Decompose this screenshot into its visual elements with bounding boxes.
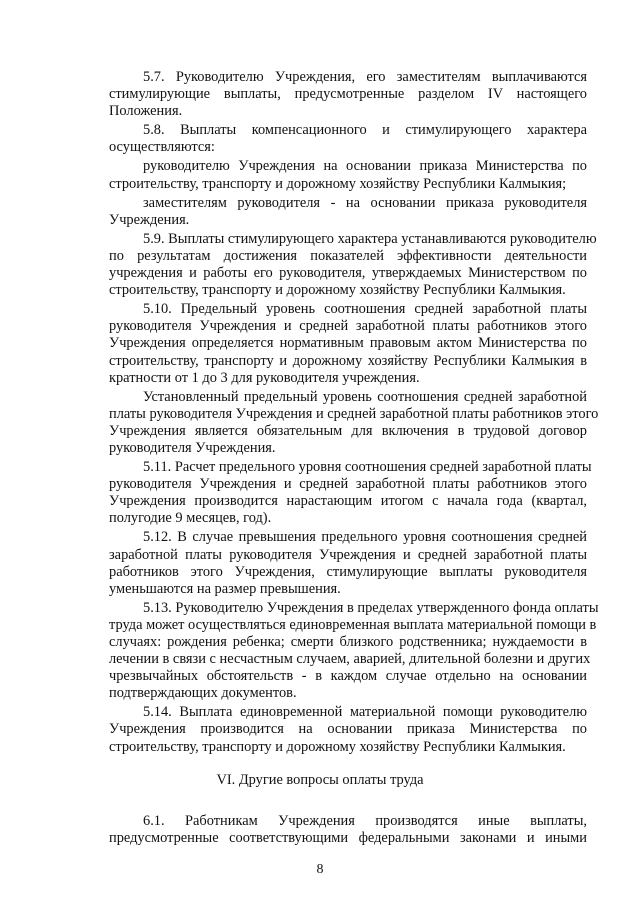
text-line: чрезвычайных обстоятельств - в каждом случае отдельно на основании <box>109 668 587 685</box>
text-line: осуществляются: <box>109 139 215 156</box>
text-line: уменьшаются на размер превышения. <box>109 580 341 597</box>
text-line: Учреждения производится нарастающим итогом с начала года (квартал, <box>109 493 587 510</box>
text-line: полугодие 9 месяцев, год). <box>109 510 272 527</box>
text-line: заработной платы руководителя Учреждения и средней заработной платы <box>109 546 587 563</box>
text-line: 5.11. Расчет предельного уровня соотношения средней заработной платы <box>143 459 592 476</box>
text-line: руководителя Учреждения и средней заработной платы работников этого <box>109 318 587 335</box>
text-line: случаях: рождения ребенка; смерти близкого родственника; нуждаемости в <box>109 634 587 650</box>
text-line: Учреждения производится на основании приказа Министерства по <box>109 721 587 738</box>
text-line: подтверждающих документов. <box>109 685 297 702</box>
paragraph <box>75 301 587 386</box>
section-title: VI. Другие вопросы оплаты труда <box>216 772 424 788</box>
paragraph <box>75 195 587 229</box>
text-line: Учреждения определяется нормативным правовым актом Министерства по <box>109 335 587 352</box>
text-line: 5.13. Руководителю Учреждения в пределах утвержденного фонда оплаты <box>143 599 599 616</box>
text-line: заместителям руководителя - на основании приказа руководителя <box>143 194 587 211</box>
text-line: работников этого Учреждения, стимулирующие выплаты руководителя <box>109 563 587 580</box>
text-line: руководителя Учреждения. <box>109 439 276 456</box>
text-line: учреждения и работы его руководителя, утверждаемых Министерством по <box>109 265 587 282</box>
text-line: руководителя Учреждения и средней заработной платы работников этого <box>109 476 587 493</box>
paragraph <box>75 122 587 156</box>
text-line: по результатам достижения показателей эффективности деятельности <box>109 247 587 264</box>
text-line: 5.8. Выплаты компенсационного и стимулирующего характера <box>143 122 587 139</box>
text-line: труда может осуществляться единовременная выплата материальной помощи в <box>109 616 597 633</box>
text-line: Учреждения. <box>109 211 190 228</box>
paragraph <box>75 529 587 597</box>
paragraph <box>75 230 597 299</box>
text-line: строительству, транспорту и дорожному хозяйству Республики Калмыкия; <box>109 175 567 192</box>
text-line: стимулирующие выплаты, предусмотренные разделом IV настоящего <box>109 86 587 103</box>
text-line: Установленный предельный уровень соотношения средней заработной <box>143 388 587 405</box>
paragraph <box>75 704 587 755</box>
page-number: 8 <box>316 862 324 877</box>
text-line: 5.7. Руководителю Учреждения, его заместителям выплачиваются <box>143 69 587 85</box>
text-line: 6.1. Работникам Учреждения производятся иные выплаты, <box>143 813 587 829</box>
text-line: 5.10. Предельный уровень соотношения средней заработной платы <box>143 301 587 318</box>
paragraph <box>75 388 599 457</box>
section-6-body <box>75 813 587 849</box>
paragraph <box>75 599 599 703</box>
text-line: строительству, транспорту и дорожному хозяйству Республики Калмыкия в <box>109 352 587 369</box>
text-line: платы руководителя Учреждения и средней заработной платы работников этого <box>109 405 599 422</box>
text-line: 5.14. Выплата единовременной материальной помощи руководителю <box>143 704 587 721</box>
paragraph <box>75 813 587 847</box>
text-line: Положения. <box>109 103 183 120</box>
text-line: руководителю Учреждения на основании приказа Министерства по <box>143 158 587 175</box>
text-line: строительству, транспорту и дорожному хозяйству Республики Калмыкия. <box>109 282 566 299</box>
text-line: Учреждения является обязательным для включения в трудовой договор <box>109 422 587 439</box>
text-line: предусмотренные соответствующими федеральными законами и иными <box>109 830 587 846</box>
text-line: 5.9. Выплаты стимулирующего характера устанавливаются руководителю <box>143 230 597 247</box>
text-line: лечении в связи с несчастным случаем, аварией, длительной болезни и других <box>109 651 591 668</box>
paragraph <box>75 158 587 192</box>
paragraph <box>75 69 587 120</box>
document-body <box>75 69 599 758</box>
text-line: строительству, транспорту и дорожному хозяйству Республики Калмыкия. <box>109 738 566 755</box>
text-line: кратности от 1 до 3 для руководителя учреждения. <box>109 369 420 386</box>
paragraph <box>75 459 592 527</box>
text-line: 5.12. В случае превышения предельного уровня соотношения средней <box>143 529 587 546</box>
